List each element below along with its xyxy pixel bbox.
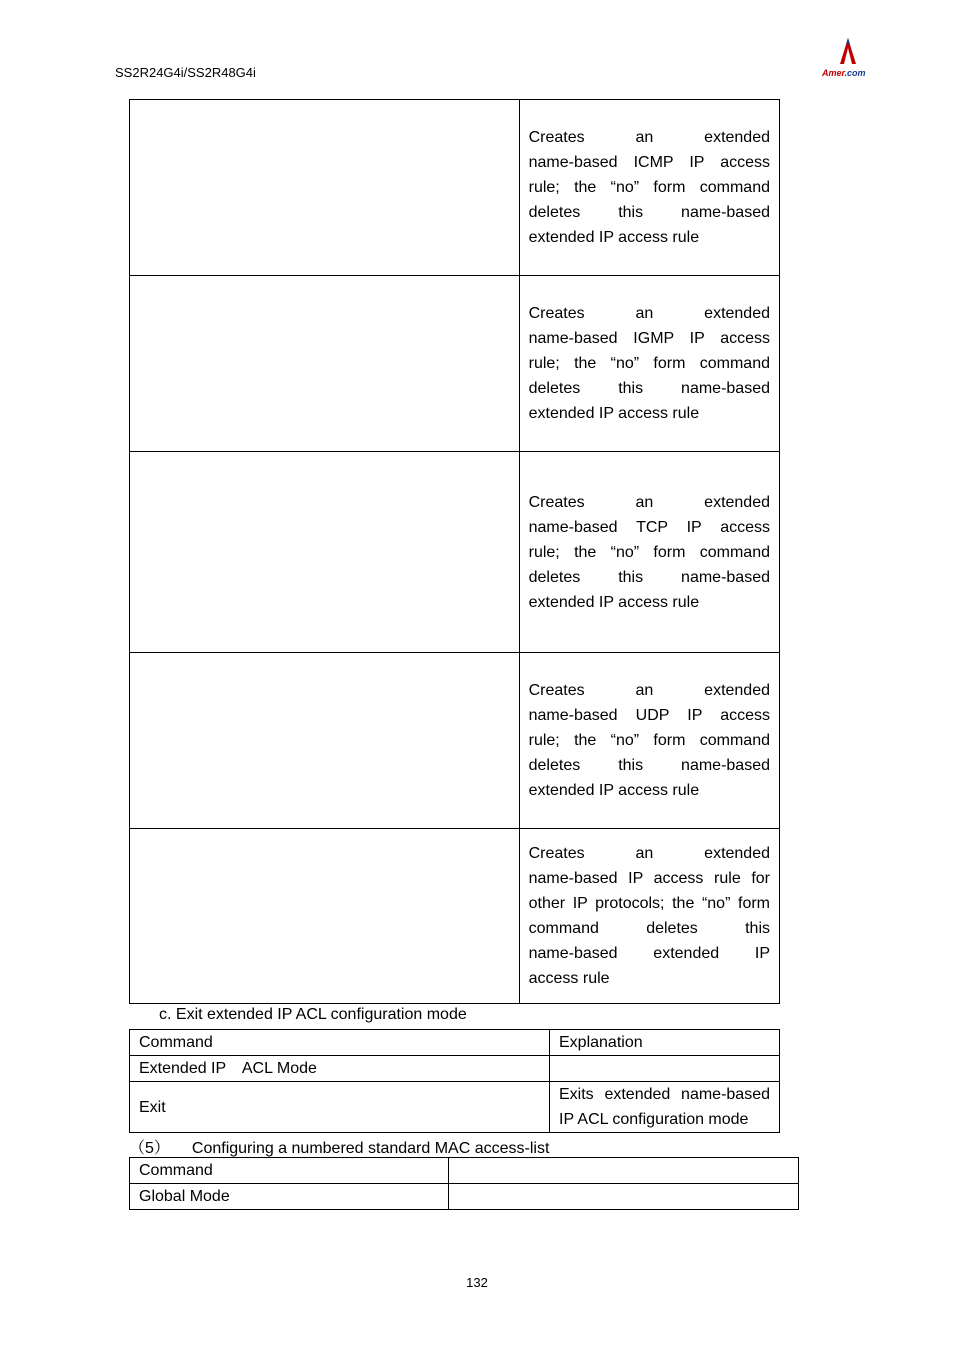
header-explanation: Explanation	[550, 1030, 780, 1056]
command-cell: Exit	[130, 1082, 550, 1133]
table-row	[130, 653, 780, 829]
page-number: 132	[466, 1275, 488, 1290]
table-row	[130, 100, 780, 276]
header-explanation	[449, 1158, 799, 1184]
description-cell: Creates an extended name-based ICMP IP access rule; the “no” form command deletes this name-based extended IP access rule	[519, 100, 779, 276]
command-cell	[130, 653, 520, 829]
explanation-cell: Exits extended name-based IP ACL configuration mode	[550, 1082, 780, 1133]
table-row	[130, 1082, 780, 1133]
description-cell: Creates an extended name-based IGMP IP access rule; the “no” form command deletes this name-based extended IP access rule	[519, 276, 779, 452]
command-cell	[130, 100, 520, 276]
table-row	[130, 276, 780, 452]
command-cell	[130, 829, 520, 1004]
section-heading-exit: c. Exit extended IP ACL configuration mode	[159, 1006, 467, 1023]
acl-rule-table	[129, 99, 780, 1004]
table-row	[130, 1184, 799, 1210]
mac-acl-table	[129, 1157, 799, 1210]
section-heading-mac	[129, 1135, 549, 1158]
section-title: Configuring a numbered standard MAC access-list	[191, 1140, 550, 1157]
description-cell: Creates an extended name-based TCP IP access rule; the “no” form command deletes this name-based extended IP access rule	[519, 452, 779, 653]
explanation-cell	[449, 1184, 799, 1210]
document-header-title: SS2R24G4i/SS2R48G4i	[115, 65, 256, 80]
mode-cell: Extended IP ACL Mode	[130, 1056, 550, 1082]
header-command: Command	[130, 1030, 550, 1056]
command-cell	[130, 452, 520, 653]
section-number: （5）	[129, 1140, 170, 1157]
header-command: Command	[130, 1158, 449, 1184]
logo-triangle-icon	[820, 36, 876, 70]
explanation-cell	[550, 1056, 780, 1082]
exit-command-table	[129, 1029, 780, 1133]
table-row	[130, 452, 780, 653]
table-header-row	[130, 1158, 799, 1184]
table-row	[130, 1056, 780, 1082]
table-header-row	[130, 1030, 780, 1056]
table-row	[130, 829, 780, 1004]
logo-wordmark: Amer.com	[822, 68, 866, 78]
company-logo	[820, 36, 876, 82]
command-cell	[130, 276, 520, 452]
mode-cell: Global Mode	[130, 1184, 449, 1210]
description-cell: Creates an extended name-based UDP IP access rule; the “no” form command deletes this name-based extended IP access rule	[519, 653, 779, 829]
description-cell: Creates an extended name-based IP access rule for other IP protocols; the “no” form command deletes this name-based extended IP access rule	[519, 829, 779, 1004]
